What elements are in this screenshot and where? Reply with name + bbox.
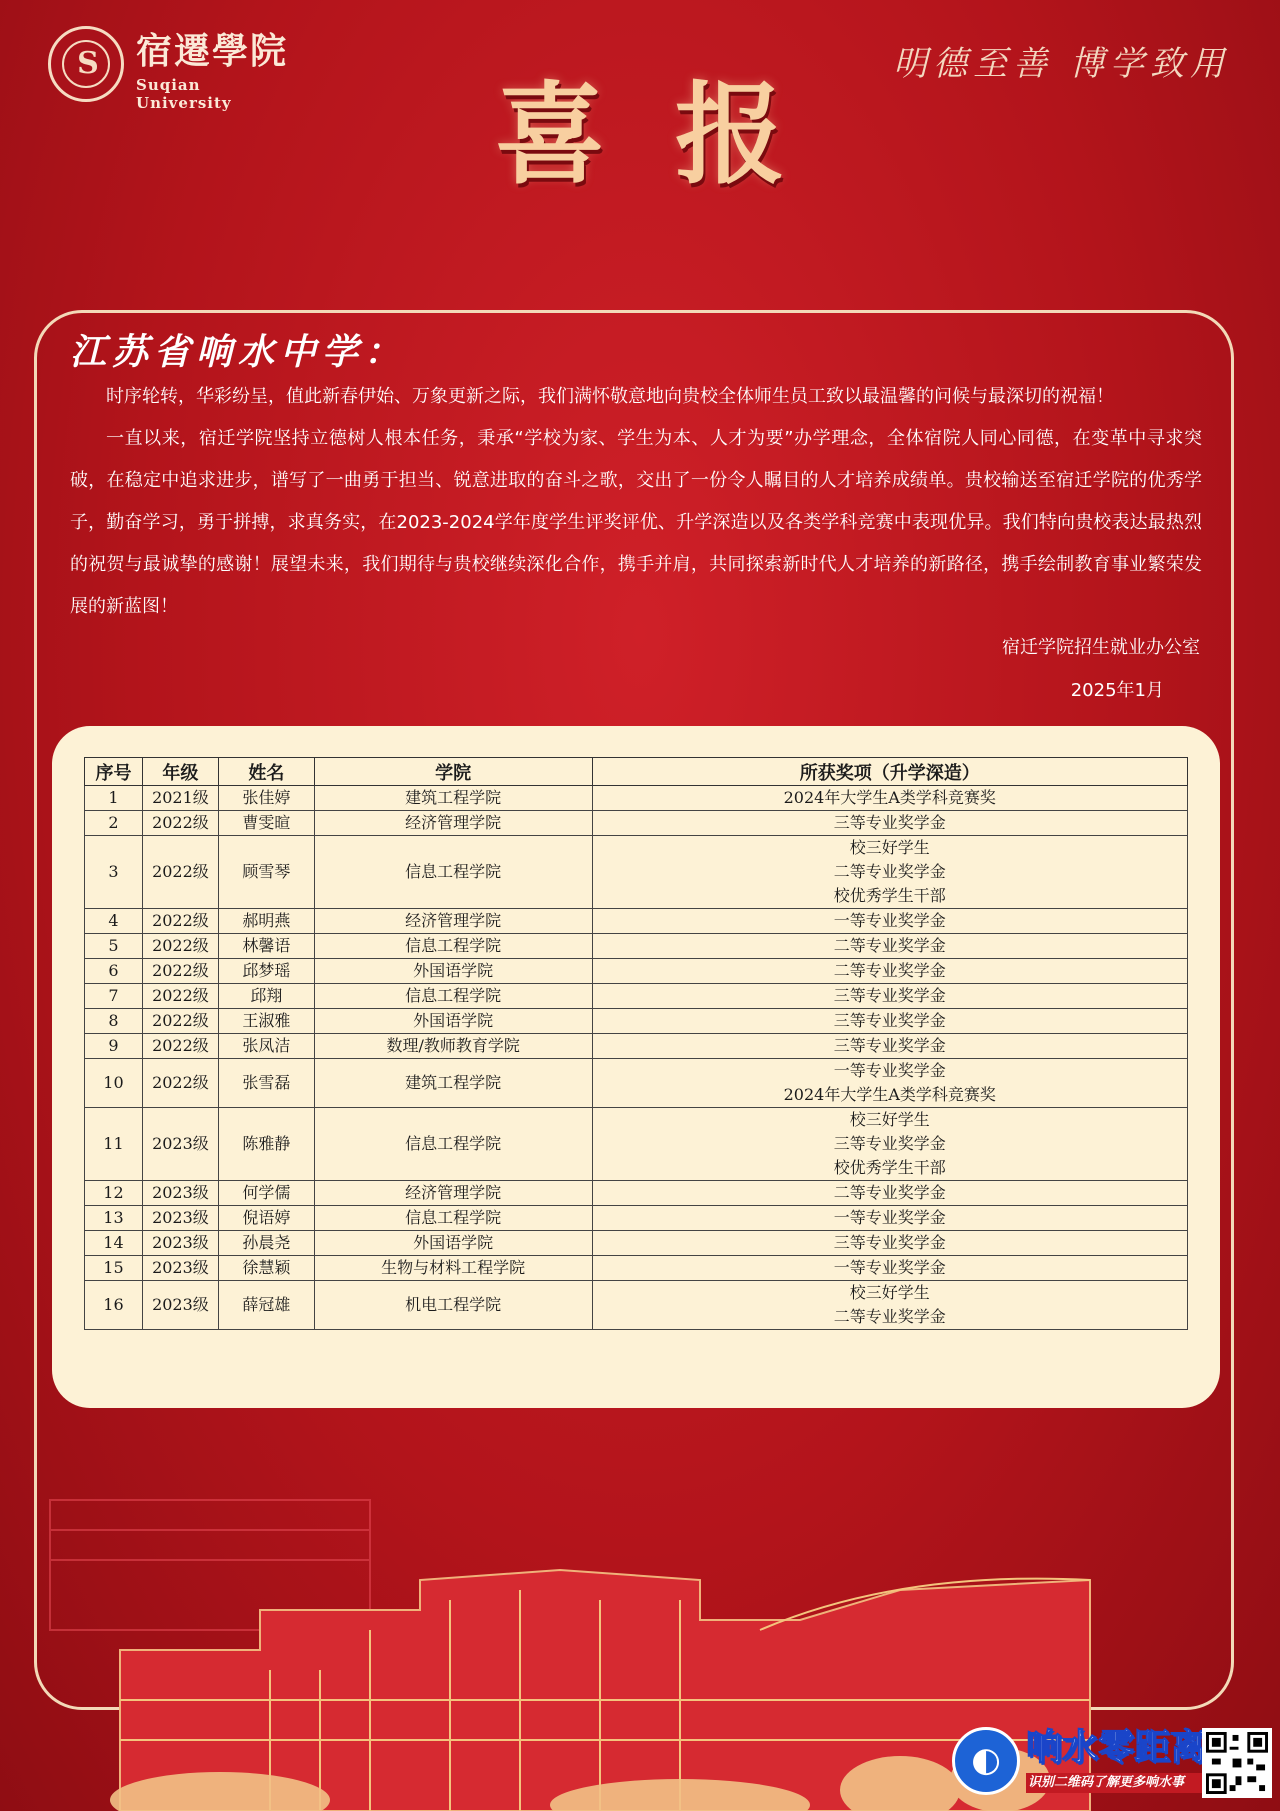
table-row: [85, 1034, 1188, 1059]
cell-college: 外国语学院: [314, 1231, 592, 1256]
cell-awards: [592, 811, 1187, 836]
cell-college: 建筑工程学院: [314, 1059, 592, 1108]
award-table: [84, 757, 1188, 1330]
award-item: 校三好学生: [849, 838, 930, 857]
cell-no: 2: [85, 811, 143, 836]
cell-grade: 2023级: [142, 1206, 218, 1231]
cell-awards: [592, 1206, 1187, 1231]
logo-english-name: Suqian University: [136, 76, 232, 112]
university-motto: 明德至善 博学致用: [893, 44, 1230, 84]
cell-college: 数理/教师教育学院: [314, 1034, 592, 1059]
cell-awards: [592, 1034, 1187, 1059]
cell-grade: 2022级: [142, 836, 218, 909]
header-name: 姓名: [218, 758, 314, 786]
award-item: 一等专业奖学金: [833, 1061, 946, 1080]
table-row: [85, 811, 1188, 836]
cell-college: 信息工程学院: [314, 934, 592, 959]
letter-date: 2025年1月: [1070, 680, 1164, 701]
cell-college: 经济管理学院: [314, 1181, 592, 1206]
qr-code-icon[interactable]: [1202, 1728, 1272, 1798]
award-item: 三等专业奖学金: [833, 813, 946, 832]
cell-grade: 2023级: [142, 1108, 218, 1181]
cell-grade: 2022级: [142, 934, 218, 959]
award-item: 二等专业奖学金: [833, 961, 946, 980]
cell-college: 外国语学院: [314, 959, 592, 984]
cell-no: 8: [85, 1009, 143, 1034]
cell-awards: [592, 1108, 1187, 1181]
media-logo-icon: ◐: [952, 1727, 1020, 1795]
cell-name: 陈雅静: [218, 1108, 314, 1181]
table-row: [85, 1181, 1188, 1206]
cell-name: 曹雯暄: [218, 811, 314, 836]
award-item: 2024年大学生A类学科竞赛奖: [783, 788, 996, 807]
cell-grade: 2021级: [142, 786, 218, 811]
award-item: 一等专业奖学金: [833, 911, 946, 930]
cell-awards: [592, 786, 1187, 811]
cell-grade: 2022级: [142, 909, 218, 934]
award-item: 校三好学生: [849, 1283, 930, 1302]
header-awards: 所获奖项（升学深造）: [592, 758, 1187, 786]
cell-no: 9: [85, 1034, 143, 1059]
cell-name: 何学儒: [218, 1181, 314, 1206]
table-header-row: [85, 758, 1188, 786]
cell-no: 14: [85, 1231, 143, 1256]
cell-college: 外国语学院: [314, 1009, 592, 1034]
cell-no: 13: [85, 1206, 143, 1231]
cell-grade: 2023级: [142, 1231, 218, 1256]
cell-name: 张凤洁: [218, 1034, 314, 1059]
cell-awards: [592, 1231, 1187, 1256]
cell-college: 经济管理学院: [314, 909, 592, 934]
award-item: 校三好学生: [849, 1110, 930, 1129]
cell-awards: [592, 1059, 1187, 1108]
cell-college: 信息工程学院: [314, 836, 592, 909]
award-item: 一等专业奖学金: [833, 1208, 946, 1227]
cell-name: 顾雪琴: [218, 836, 314, 909]
cell-no: 6: [85, 959, 143, 984]
cell-awards: [592, 909, 1187, 934]
cell-name: 邱翔: [218, 984, 314, 1009]
cell-no: 11: [85, 1108, 143, 1181]
cell-no: 16: [85, 1281, 143, 1330]
award-item: 二等专业奖学金: [833, 1307, 946, 1326]
table-row: [85, 909, 1188, 934]
cell-no: 15: [85, 1256, 143, 1281]
header-grade: 年级: [142, 758, 218, 786]
cell-grade: 2022级: [142, 811, 218, 836]
logo-chinese-name: 宿遷學院: [136, 30, 289, 72]
cell-college: 生物与材料工程学院: [314, 1256, 592, 1281]
letter-signature: 宿迁学院招生就业办公室: [1002, 637, 1200, 658]
cell-no: 3: [85, 836, 143, 909]
media-brand-name: 响水零距离: [1026, 1726, 1207, 1768]
table-row: [85, 1256, 1188, 1281]
award-item: 二等专业奖学金: [833, 1183, 946, 1202]
cell-grade: 2023级: [142, 1181, 218, 1206]
award-item: 二等专业奖学金: [833, 862, 946, 881]
header-no: 序号: [85, 758, 143, 786]
letter-salutation: 江苏省响水中学：: [70, 331, 407, 373]
table-row: [85, 984, 1188, 1009]
cell-grade: 2022级: [142, 1034, 218, 1059]
cell-name: 张雪磊: [218, 1059, 314, 1108]
cell-grade: 2023级: [142, 1256, 218, 1281]
cell-awards: [592, 1281, 1187, 1330]
cell-grade: 2022级: [142, 1059, 218, 1108]
cell-college: 信息工程学院: [314, 1206, 592, 1231]
award-item: 三等专业奖学金: [833, 1233, 946, 1252]
award-item: 三等专业奖学金: [833, 1011, 946, 1030]
cell-awards: [592, 984, 1187, 1009]
cell-name: 倪语婷: [218, 1206, 314, 1231]
header-college: 学院: [314, 758, 592, 786]
cell-grade: 2022级: [142, 1009, 218, 1034]
award-item: 一等专业奖学金: [833, 1258, 946, 1277]
qr-hint-text: 识别二维码了解更多响水事: [1026, 1773, 1216, 1793]
table-row: [85, 786, 1188, 811]
cell-awards: [592, 836, 1187, 909]
table-row: [85, 934, 1188, 959]
award-item: 二等专业奖学金: [833, 936, 946, 955]
university-seal-icon: S: [48, 26, 124, 102]
cell-no: 12: [85, 1181, 143, 1206]
cell-awards: [592, 959, 1187, 984]
letter-paragraph-2: 一直以来，宿迁学院坚持立德树人根本任务，秉承“学校为家、学生为本、人才为要”办学理念，全体宿院人同心同德，在变革中寻求突破，在稳定中追求进步，谱写了一曲勇于担当、锐意进取的奋斗之歌，交出了一份令人瞩目的人才培养成绩单。贵校输送至宿迁学院的优秀学子，勤奋学习，勇于拼搏，求真务实，在2023-2024学年度学生评奖评优、升学深造以及各类学科竞赛中表现优异。我们特向贵校表达最热烈的祝贺与最诚挚的感谢！展望未来，我们期待与贵校继续深化合作，携手并肩，共同探索新时代人才培养的新路径，携手绘制教育事业繁荣发展的新蓝图！: [70, 428, 1202, 617]
award-item: 2024年大学生A类学科竞赛奖: [783, 1085, 996, 1104]
cell-name: 薛冠雄: [218, 1281, 314, 1330]
cell-name: 徐慧颖: [218, 1256, 314, 1281]
cell-college: 信息工程学院: [314, 984, 592, 1009]
cell-no: 5: [85, 934, 143, 959]
cell-grade: 2022级: [142, 959, 218, 984]
letter-paragraph-1: 时序轮转，华彩纷呈，值此新春伊始、万象更新之际，我们满怀敬意地向贵校全体师生员工致以最温馨的问候与最深切的祝福！: [106, 386, 1114, 407]
cell-name: 邱梦瑶: [218, 959, 314, 984]
table-row: [85, 1108, 1188, 1181]
award-item: 三等专业奖学金: [833, 986, 946, 1005]
cell-name: 张佳婷: [218, 786, 314, 811]
table-row: [85, 836, 1188, 909]
award-table-body: [85, 786, 1188, 1330]
cell-grade: 2022级: [142, 984, 218, 1009]
cell-college: 建筑工程学院: [314, 786, 592, 811]
cell-no: 1: [85, 786, 143, 811]
award-item: 校优秀学生干部: [833, 886, 946, 905]
cell-no: 4: [85, 909, 143, 934]
cell-college: 机电工程学院: [314, 1281, 592, 1330]
cell-college: 经济管理学院: [314, 811, 592, 836]
cell-name: 王淑雅: [218, 1009, 314, 1034]
cell-name: 孙晨尧: [218, 1231, 314, 1256]
table-row: [85, 1059, 1188, 1108]
table-row: [85, 1231, 1188, 1256]
page-title: 喜报: [495, 70, 855, 199]
cell-college: 信息工程学院: [314, 1108, 592, 1181]
cell-name: 郝明燕: [218, 909, 314, 934]
table-row: [85, 1206, 1188, 1231]
cell-no: 7: [85, 984, 143, 1009]
cell-grade: 2023级: [142, 1281, 218, 1330]
award-item: 三等专业奖学金: [833, 1036, 946, 1055]
cell-awards: [592, 1256, 1187, 1281]
table-row: [85, 1009, 1188, 1034]
letter-body: [70, 376, 1202, 628]
cell-name: 林馨语: [218, 934, 314, 959]
table-row: [85, 959, 1188, 984]
table-row: [85, 1281, 1188, 1330]
cell-awards: [592, 934, 1187, 959]
award-item: 三等专业奖学金: [833, 1134, 946, 1153]
award-item: 校优秀学生干部: [833, 1158, 946, 1177]
cell-no: 10: [85, 1059, 143, 1108]
cell-awards: [592, 1009, 1187, 1034]
cell-awards: [592, 1181, 1187, 1206]
